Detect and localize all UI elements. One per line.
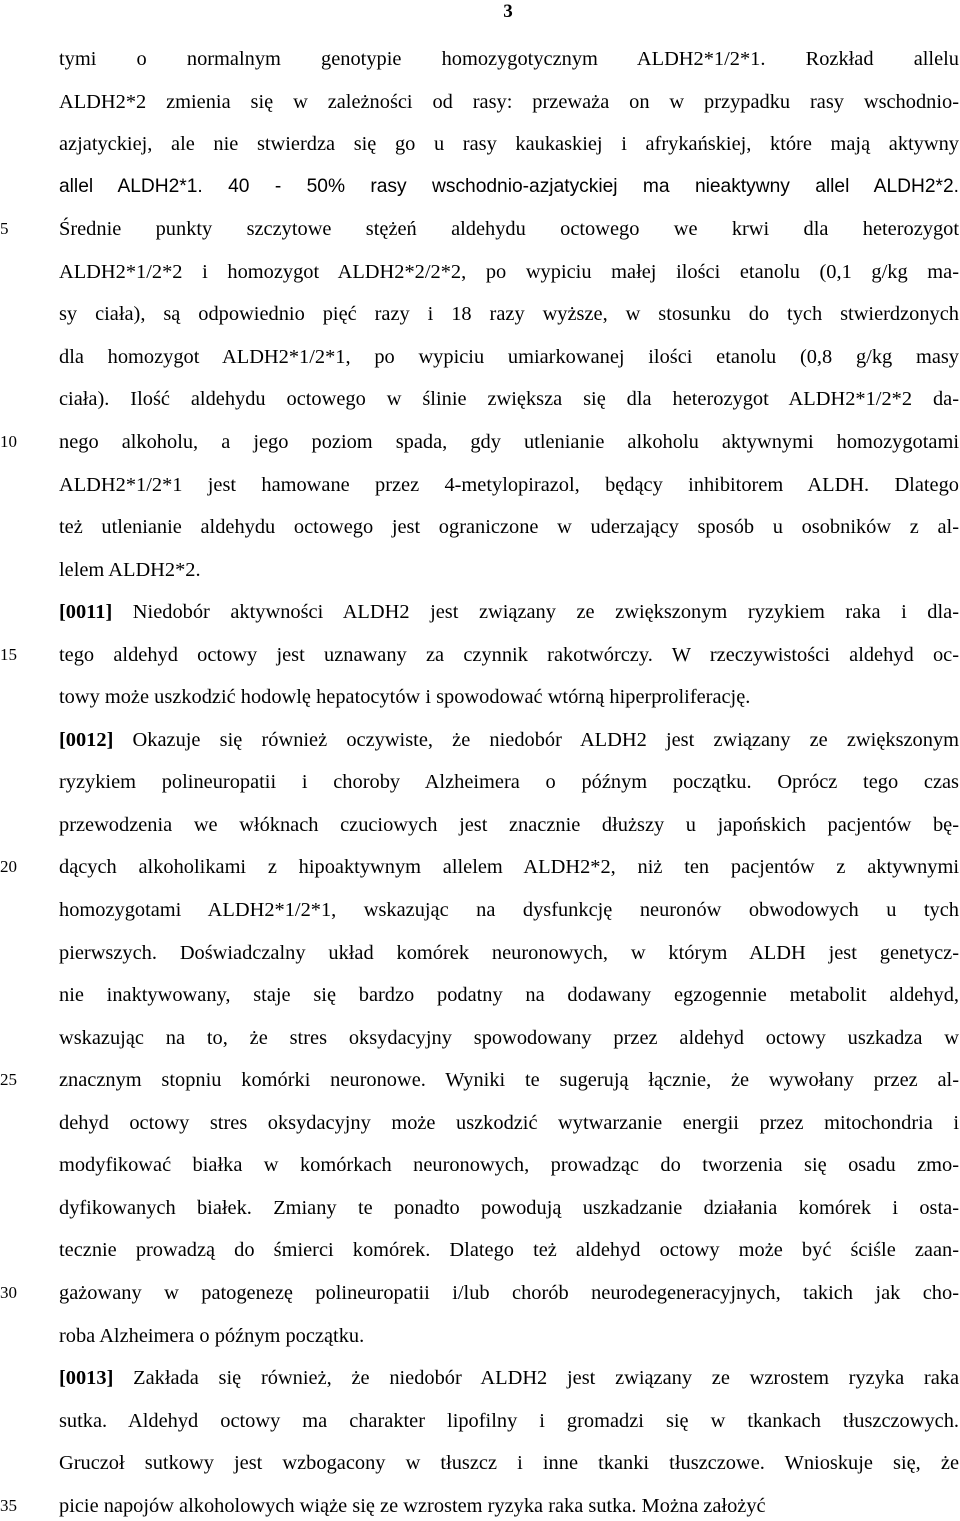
text-line (59, 597, 959, 627)
line-text: sy ciała), są odpowiednio pięć razy i 18 razy wyższe, w stosunku do tych stwierdzonych (59, 303, 959, 326)
line-text: ALDH2*2 zmienia się w zależności od rasy: przeważa on w przypadku rasy wschodnio- (59, 90, 959, 113)
text-line (59, 1193, 959, 1223)
paragraph-ref: [0013] (59, 1367, 114, 1389)
line-number: 30 (0, 1282, 17, 1302)
text-line (59, 1491, 959, 1521)
line-text: dla homozygot ALDH2*1/2*1, po wypiciu umiarkowanej ilości etanolu (0,8 g/kg masy (59, 345, 959, 368)
line-text: Niedobór aktywności ALDH2 jest związany ze zwiększonym ryzykiem raka i dla- (112, 601, 959, 624)
text-line (59, 895, 959, 925)
line-number: 35 (0, 1495, 17, 1515)
text-line (59, 767, 959, 797)
line-text: azjatyckiej, ale nie stwierdza się go u rasy kaukaskiej i afrykańskiej, które mają aktywny (59, 133, 959, 156)
line-number: 25 (0, 1070, 17, 1090)
text-line (59, 470, 959, 500)
line-text: allel ALDH2*1. 40 - 50% rasy wschodnio-azjatyckiej ma nieaktywny allel ALDH2*2. (59, 175, 959, 197)
line-text: lelem ALDH2*2. (59, 558, 201, 581)
text-line (59, 257, 959, 287)
line-text: ryzykiem polineuropatii i choroby Alzheimera o późnym początku. Oprócz tego czas (59, 771, 959, 794)
text-line (59, 555, 959, 585)
text-line (59, 214, 959, 244)
text-line (59, 129, 959, 159)
text-line (59, 1023, 959, 1053)
page-number: 3 (503, 1, 513, 22)
text-line (59, 640, 959, 670)
line-text: pierwszych. Doświadczalny układ komórek neuronowych, w którym ALDH jest genetycz- (59, 941, 959, 964)
line-text: też utlenianie aldehydu octowego jest ograniczone w uderzający sposób u osobników z al- (59, 516, 959, 538)
text-line (59, 810, 959, 840)
line-text: picie napojów alkoholowych wiąże się ze wzrostem ryzyka raka sutka. Można założyć (59, 1494, 766, 1517)
text-line (59, 852, 959, 882)
text-line (59, 1065, 959, 1095)
line-text: dących alkoholikami z hipoaktywnym allelem ALDH2*2, niż ten pacjentów z aktywnymi (59, 856, 959, 879)
line-number: 5 (0, 219, 9, 239)
text-line (59, 384, 959, 414)
text-line (59, 1321, 959, 1351)
line-text: Średnie punkty szczytowe stężeń aldehydu octowego we krwi dla heterozygot (59, 218, 959, 241)
line-text: tymi o normalnym genotypie homozygotycznym ALDH2*1/2*1. Rozkład allelu (59, 48, 959, 70)
paragraph-ref: [0012] (59, 728, 114, 751)
text-line (59, 1108, 959, 1138)
text-line (59, 1278, 959, 1308)
text-line (59, 299, 959, 329)
text-line (59, 427, 959, 457)
text-line (59, 44, 959, 74)
text-line (59, 682, 959, 712)
line-text: Okazuje się również oczywiste, że niedobór ALDH2 jest związany ze zwiększonym (113, 728, 959, 751)
line-text: gażowany w patogenezę polineuropatii i/lub chorób neurodegeneracyjnych, takich jak cho- (59, 1281, 959, 1304)
line-text: przewodzenia we włóknach czuciowych jest znacznie dłuższy u japońskich pacjentów bę- (59, 813, 959, 836)
line-text: sutka. Aldehyd octowy ma charakter lipofilny i gromadzi się w tkankach tłuszczowych. (59, 1409, 959, 1432)
line-text: tecznie prowadzą do śmierci komórek. Dlatego też aldehyd octowy może być ściśle zaan- (59, 1239, 959, 1262)
line-text: ALDH2*1/2*2 i homozygot ALDH2*2/2*2, po wypiciu małej ilości etanolu (0,1 g/kg ma- (59, 260, 959, 283)
text-line (59, 1150, 959, 1180)
line-number: 15 (0, 644, 17, 664)
line-text: ciała). Ilość aldehydu octowego w ślinie zwiększa się dla heterozygot ALDH2*1/2*2 da- (59, 388, 959, 411)
text-line (59, 1235, 959, 1265)
text-line (59, 87, 959, 117)
line-text: roba Alzheimera o późnym początku. (59, 1324, 365, 1347)
line-text: wskazując na to, że stres oksydacyjny spowodowany przez aldehyd octowy uszkadza w (59, 1026, 959, 1049)
line-text: ALDH2*1/2*1 jest hamowane przez 4-metylopirazol, będący inhibitorem ALDH. Dlatego (59, 473, 959, 496)
text-line (59, 938, 959, 968)
line-text: Gruczoł sutkowy jest wzbogacony w tłuszcz i inne tkanki tłuszczowe. Wnioskuje się, że (59, 1452, 959, 1475)
line-number: 20 (0, 857, 17, 877)
line-text: homozygotami ALDH2*1/2*1, wskazując na dysfunkcję neuronów obwodowych u tych (59, 899, 959, 921)
line-text: nego alkoholu, a jego poziom spada, gdy utlenianie alkoholu aktywnymi homozygotami (59, 430, 959, 453)
line-text: dehyd octowy stres oksydacyjny może uszkodzić wytwarzanie energii przez mitochondria i (59, 1111, 959, 1134)
line-text: nie inaktywowany, staje się bardzo podatny na dodawany egzogennie metabolit aldehyd, (59, 984, 959, 1007)
text-line (59, 980, 959, 1010)
text-line (59, 512, 959, 542)
text-line (59, 1406, 959, 1436)
line-number: 10 (0, 431, 17, 451)
line-text: towy może uszkodzić hodowlę hepatocytów i spowodować wtórną hiperproliferację. (59, 686, 751, 709)
text-line (59, 342, 959, 372)
line-text: znacznym stopniu komórki neuronowe. Wyniki te sugerują łącznie, że wywołany przez al- (59, 1069, 959, 1092)
line-text: dyfikowanych białek. Zmiany te ponadto powodują uszkadzanie działania komórek i osta- (59, 1196, 959, 1219)
text-line (59, 172, 959, 202)
text-line (59, 1363, 959, 1393)
text-line (59, 1448, 959, 1478)
text-line (59, 725, 959, 755)
line-text: modyfikować białka w komórkach neuronowych, prowadząc do tworzenia się osadu zmo- (59, 1154, 959, 1177)
paragraph-ref: [0011] (59, 601, 113, 624)
line-text: Zakłada się również, że niedobór ALDH2 jest związany ze wzrostem ryzyka raka (113, 1367, 959, 1389)
line-text: tego aldehyd octowy jest uznawany za czynnik rakotwórczy. W rzeczywistości aldehyd oc- (59, 643, 959, 666)
